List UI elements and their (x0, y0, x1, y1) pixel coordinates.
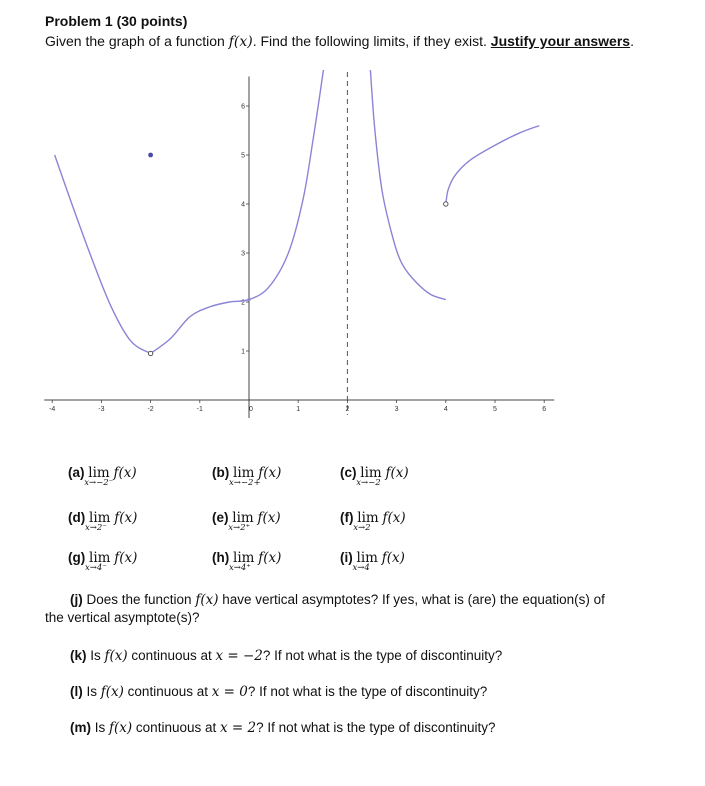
problem-intro (45, 33, 634, 50)
limit-operator (228, 510, 254, 533)
question-j-line2: the vertical asymptote(s)? (45, 610, 200, 625)
x-tick-label: 5 (493, 406, 497, 413)
limit-subscript: x→2⁻ (85, 523, 107, 533)
question-l-label: (l) (70, 684, 83, 699)
limit-item (68, 510, 138, 533)
tick-labels (49, 104, 546, 414)
x-tick-label: 6 (542, 406, 547, 413)
limit-label: (a) (68, 465, 85, 480)
question-k (70, 648, 502, 664)
question-k-mid: continuous at (127, 648, 216, 663)
points-group (148, 153, 448, 356)
limit-function: f(x) (382, 510, 406, 526)
limit-word: lim (233, 550, 255, 566)
limit-item (212, 550, 282, 573)
question-l-eq: x = 0 (211, 684, 248, 700)
limit-label: (f) (340, 510, 354, 525)
question-l-pre: Is (82, 684, 101, 699)
limit-subscript: x→4⁻ (85, 563, 107, 573)
limit-subscript: x→4⁺ (229, 563, 251, 573)
intro-prefix: Given the graph of a function (45, 33, 229, 49)
question-j-label: (j) (70, 592, 83, 607)
limit-item (340, 510, 406, 533)
question-m-pre: Is (91, 720, 110, 735)
question-j-post: have vertical asymptotes? If yes, what is (are) the equation(s) of (218, 592, 605, 607)
axes-group (44, 72, 554, 418)
question-j-fx: f(x) (195, 592, 219, 608)
limit-function: f(x) (113, 465, 137, 481)
limit-operator (229, 465, 261, 488)
limit-word: lim (360, 465, 382, 481)
limit-word: lim (89, 510, 111, 526)
limit-subscript: x→4 (352, 563, 370, 573)
y-tick-label: 4 (241, 201, 245, 209)
intro-justify: Justify your answers (490, 33, 631, 49)
limit-item (68, 465, 137, 488)
x-tick-label: -3 (98, 406, 105, 413)
question-k-post: ? If not what is the type of discontinuity? (262, 648, 503, 663)
x-tick-label: 3 (394, 406, 399, 413)
question-m-mid: continuous at (132, 720, 220, 735)
limit-item (212, 510, 281, 533)
question-l (70, 684, 487, 700)
limit-function: f(x) (258, 465, 282, 481)
question-l-post: ? If not what is the type of discontinuity? (247, 684, 488, 699)
open-point (444, 202, 448, 206)
limit-function: f(x) (381, 550, 405, 566)
x-tick-label: 4 (443, 406, 448, 413)
y-tick-label: 3 (241, 250, 245, 258)
limit-operator (353, 510, 379, 533)
limit-label: (d) (68, 510, 86, 525)
intro-fx: f(x) (228, 34, 253, 50)
limit-subscript: x→−2+ (229, 478, 261, 488)
x-tick-label: -2 (147, 406, 154, 413)
limit-function: f(x) (257, 510, 281, 526)
curves-group (55, 70, 540, 353)
limit-word: lim (89, 550, 111, 566)
question-j-pre: Does the function (82, 592, 196, 607)
limit-word: lim (357, 510, 379, 526)
question-j (70, 592, 605, 608)
limit-subscript: x→−2 (356, 478, 381, 488)
y-tick-label: 5 (241, 152, 245, 160)
curve-left-branch (55, 155, 151, 353)
filled-point (247, 298, 250, 301)
x-tick-label: 0 (249, 406, 253, 413)
y-tick-label: 2 (241, 299, 245, 307)
question-m-label: (m) (70, 720, 91, 735)
y-tick-label: 6 (241, 103, 245, 111)
limit-function: f(x) (114, 510, 138, 526)
curve-right-branch (370, 70, 446, 300)
question-m-eq: x = 2 (219, 720, 257, 736)
filled-point (148, 153, 153, 158)
curve-far-right-branch (446, 126, 539, 204)
intro-suffix: . (630, 33, 634, 49)
question-m-post: ? If not what is the type of discontinuity? (256, 720, 496, 735)
limit-item (68, 550, 138, 573)
question-m (70, 720, 495, 736)
limit-word: lim (233, 465, 255, 481)
limit-label: (g) (68, 550, 86, 565)
limit-word: lim (356, 550, 378, 566)
question-k-eq: x = −2 (215, 648, 263, 664)
limit-operator (85, 550, 111, 573)
x-tick-label: 2 (345, 406, 350, 413)
x-tick-label: -1 (196, 406, 203, 413)
y-tick-label: 1 (241, 348, 245, 356)
limit-label: (e) (212, 510, 229, 525)
limit-operator (356, 465, 382, 488)
limit-item (212, 465, 282, 488)
problem-title: Problem 1 (30 points) (45, 13, 188, 29)
limit-operator (352, 550, 378, 573)
limit-item (340, 550, 405, 573)
limit-subscript: x→2⁺ (228, 523, 251, 533)
question-k-label: (k) (70, 648, 87, 663)
question-l-fx: f(x) (100, 684, 124, 700)
x-tick-label: 1 (296, 406, 301, 413)
limit-operator (85, 510, 111, 533)
limit-label: (h) (212, 550, 230, 565)
limit-label: (i) (340, 550, 353, 565)
limit-label: (b) (212, 465, 230, 480)
question-k-pre: Is (86, 648, 105, 663)
limit-item (340, 465, 409, 488)
x-tick-label: -4 (49, 406, 56, 413)
question-l-mid: continuous at (123, 684, 212, 699)
limit-function: f(x) (114, 550, 138, 566)
limit-function: f(x) (258, 550, 282, 566)
limit-function: f(x) (385, 465, 409, 481)
question-m-fx: f(x) (109, 720, 133, 736)
limit-word: lim (88, 465, 110, 481)
limit-subscript: x→−2⁻ (84, 478, 114, 488)
curve-middle-branch (151, 70, 326, 353)
limit-label: (c) (340, 465, 357, 480)
limit-operator (84, 465, 114, 488)
question-k-fx: f(x) (104, 648, 128, 664)
limit-subscript: x→2 (353, 523, 371, 533)
open-point (148, 351, 152, 355)
limit-word: lim (232, 510, 254, 526)
function-graph (40, 70, 560, 430)
limit-operator (229, 550, 255, 573)
intro-middle: . Find the following limits, if they exist. (252, 33, 491, 49)
